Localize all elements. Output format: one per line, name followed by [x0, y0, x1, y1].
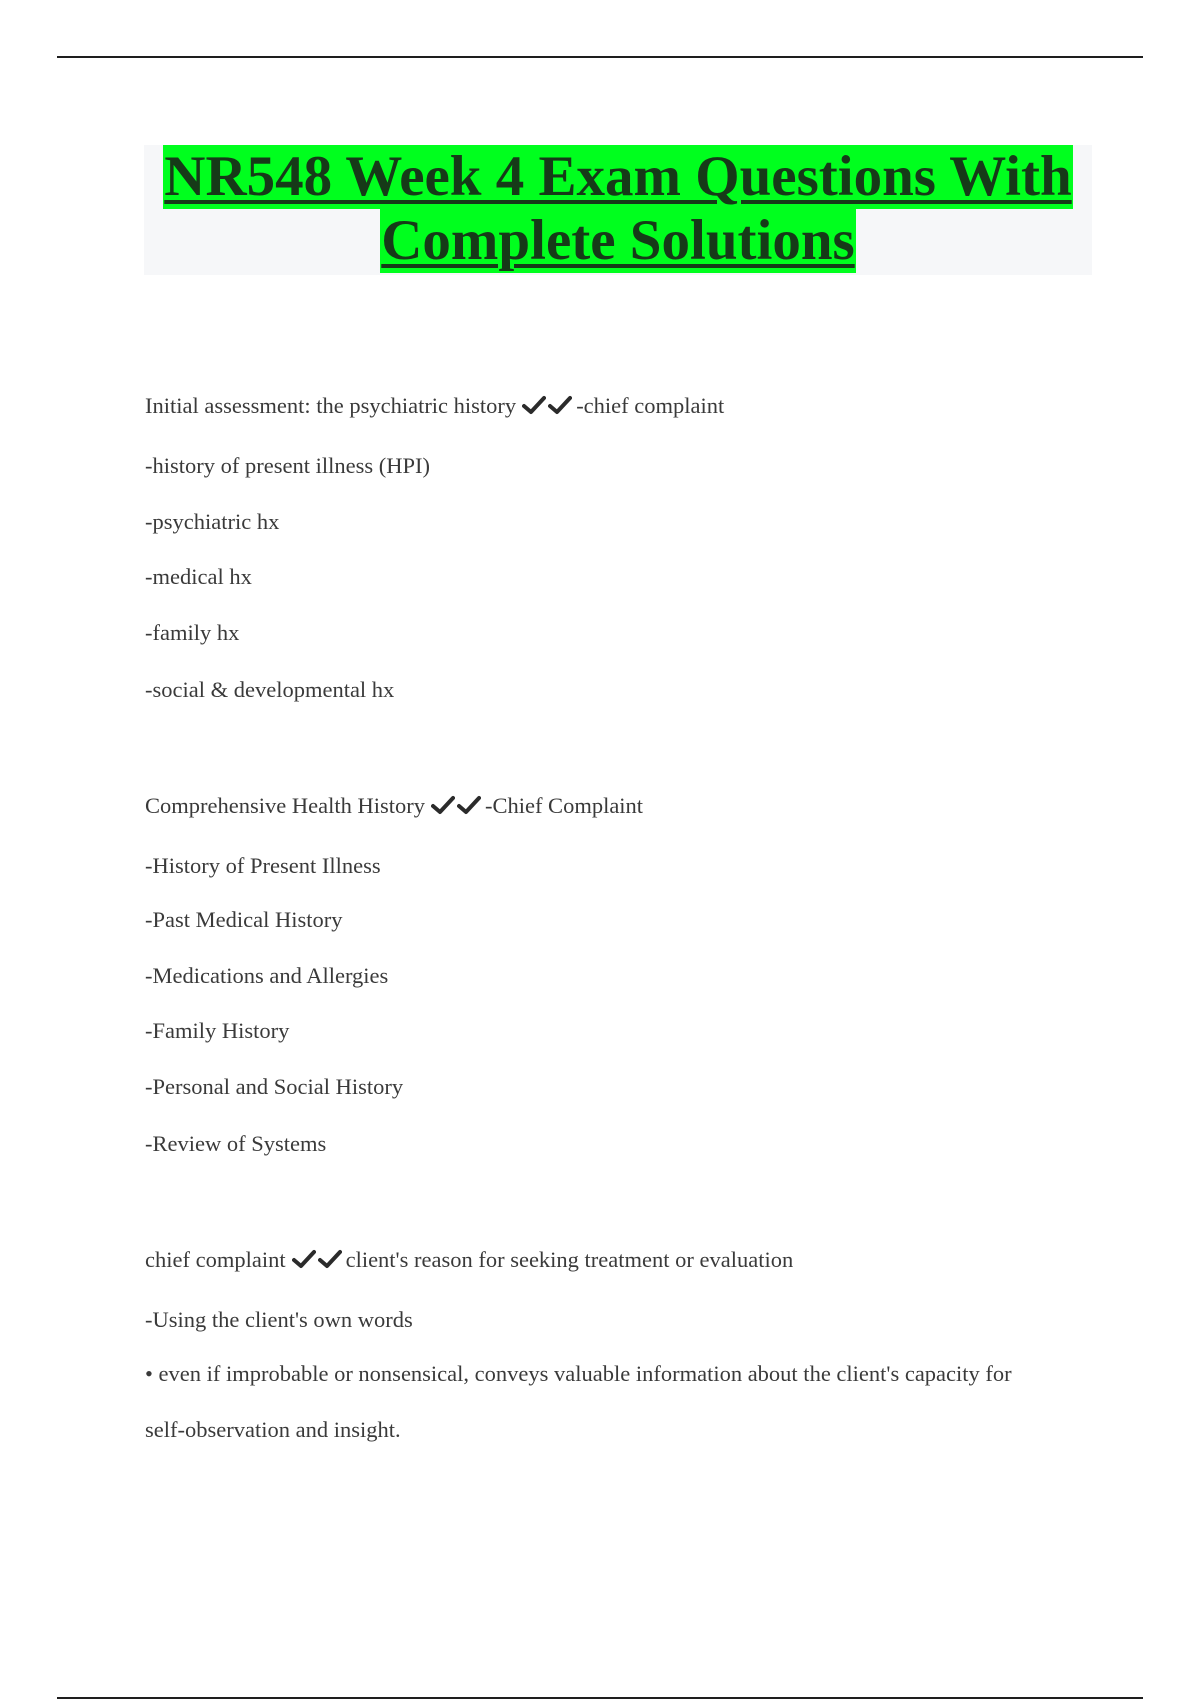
section-3-line-3: self-observation and insight.: [145, 1417, 401, 1442]
section-3-question-row: [145, 1245, 793, 1275]
section-2-question: Comprehensive Health History: [145, 793, 425, 818]
double-checkmark-icon: [431, 793, 483, 818]
section-3-question: chief complaint: [145, 1247, 286, 1272]
section-1-answer-first: -chief complaint: [576, 393, 725, 418]
section-2-question-row: [145, 791, 643, 821]
checkmark-icon: [292, 1248, 318, 1270]
checkmark-icon: [548, 394, 574, 416]
section-2-line-2: -Past Medical History: [145, 907, 343, 932]
title-line-2: Complete Solutions: [381, 209, 855, 272]
checkmark-icon: [522, 394, 548, 416]
section-1-question: Initial assessment: the psychiatric history: [145, 393, 517, 418]
section-3-answer-first: client's reason for seeking treatment or evaluation: [345, 1247, 794, 1272]
title-line-1: NR548 Week 4 Exam Questions With: [164, 145, 1072, 208]
checkmark-icon: [431, 794, 457, 816]
section-1-line-2: -psychiatric hx: [145, 509, 280, 534]
title-banner: [144, 145, 1092, 275]
section-1-line-4: -family hx: [145, 620, 240, 645]
bottom-page-rule: [57, 1697, 1143, 1699]
double-checkmark-icon: [522, 393, 574, 418]
section-1-line-5: -social & developmental hx: [145, 677, 395, 702]
top-page-rule: [57, 56, 1143, 58]
section-2-line-6: -Review of Systems: [145, 1131, 327, 1156]
section-2-line-4: -Family History: [145, 1018, 290, 1043]
checkmark-icon: [318, 1248, 344, 1270]
document-title: [144, 145, 1092, 273]
section-1-line-3: -medical hx: [145, 564, 252, 589]
section-2-line-3: -Medications and Allergies: [145, 963, 389, 988]
section-3-line-1: -Using the client's own words: [145, 1307, 413, 1332]
section-2-line-5: -Personal and Social History: [145, 1074, 404, 1099]
section-3-line-2: • even if improbable or nonsensical, conveys valuable information about the client's capacity for: [145, 1361, 1012, 1386]
section-1-line-1: -history of present illness (HPI): [145, 453, 430, 478]
section-2-line-1: -History of Present Illness: [145, 853, 381, 878]
checkmark-icon: [457, 794, 483, 816]
section-2-answer-first: -Chief Complaint: [484, 793, 644, 818]
section-1-question-row: [145, 391, 724, 421]
double-checkmark-icon: [292, 1247, 344, 1272]
